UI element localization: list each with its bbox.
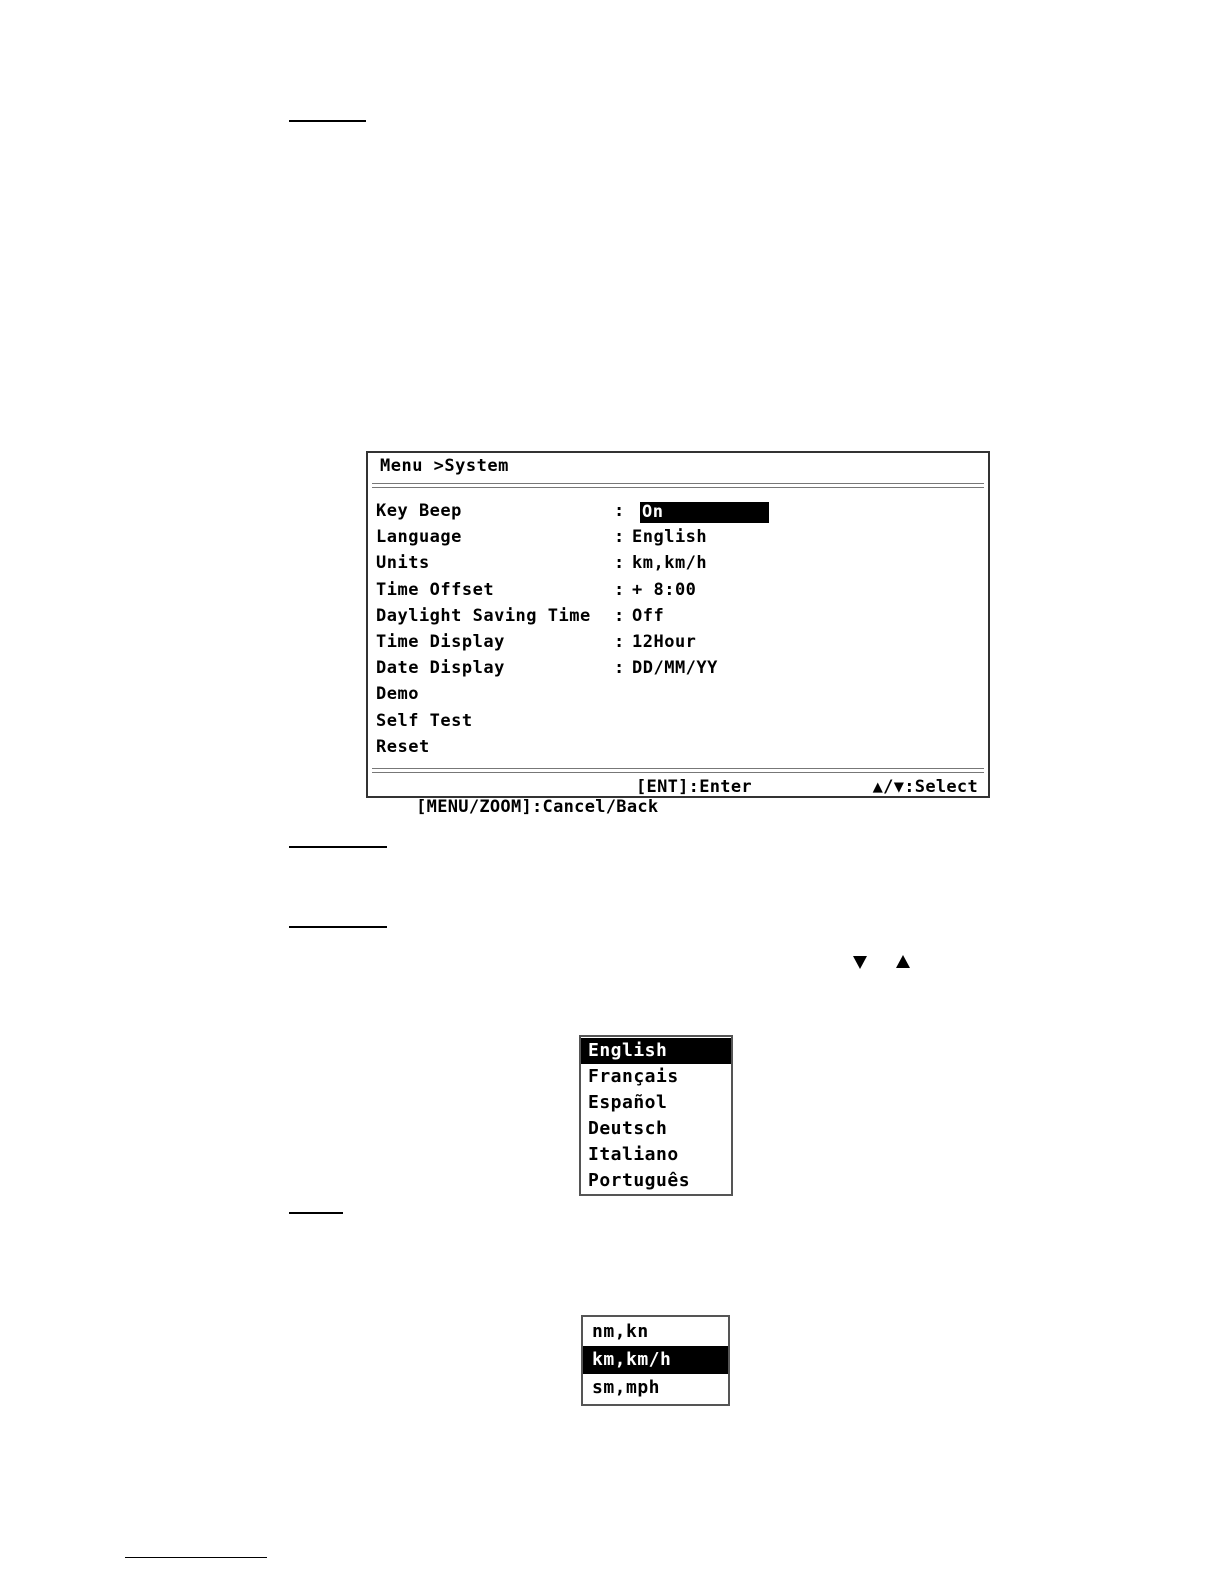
menu-item-key-beep[interactable] — [376, 499, 980, 525]
language-option-espanol[interactable]: Español — [588, 1092, 668, 1113]
title-divider — [372, 483, 984, 488]
units-option-km-kmh[interactable]: km,km/h — [583, 1346, 728, 1374]
menu-item-label: Time Offset — [376, 579, 495, 600]
language-popup — [579, 1035, 733, 1196]
select-hint: ▲/▼:Select — [872, 777, 978, 797]
units-option-nm-kn[interactable]: nm,kn — [592, 1321, 649, 1342]
menu-item-date-display[interactable] — [376, 656, 980, 682]
menu-item-label: Daylight Saving Time — [376, 605, 591, 626]
menu-item-label: Key Beep — [376, 501, 462, 521]
units-option-sm-mph[interactable]: sm,mph — [592, 1377, 661, 1398]
menu-item-time-offset[interactable] — [376, 578, 980, 604]
menu-item-separator: : — [614, 527, 625, 548]
menu-item-separator: : — [614, 579, 625, 600]
language-option-deutsch[interactable]: Deutsch — [588, 1118, 668, 1139]
menu-item-separator: : — [614, 605, 625, 626]
menu-item-separator: : — [614, 553, 625, 574]
language-option-english[interactable]: English — [581, 1038, 731, 1064]
up-arrow-icon — [896, 955, 910, 968]
key-guide-footer — [374, 777, 978, 877]
footer-divider — [372, 768, 984, 773]
language-option-italiano[interactable]: Italiano — [588, 1144, 679, 1165]
menu-item-language[interactable] — [376, 525, 980, 551]
menu-item-daylight-saving-time[interactable] — [376, 604, 980, 630]
menu-item-label: Self Test — [376, 710, 473, 731]
language-option-portugues[interactable]: Português — [588, 1170, 691, 1191]
menu-item-label: Demo — [376, 684, 419, 705]
menu-item-label: Language — [376, 527, 462, 548]
heading-underline-1 — [289, 120, 366, 122]
menu-item-units[interactable] — [376, 551, 980, 577]
menu-item-label: Reset — [376, 736, 430, 757]
menu-item-value: 12Hour — [632, 631, 697, 652]
down-arrow-icon — [853, 956, 867, 969]
menu-item-demo[interactable] — [376, 682, 980, 708]
cancel-back-hint: [MENU/ZOOM]:Cancel/Back — [416, 797, 659, 817]
menu-item-separator: : — [614, 658, 625, 679]
language-option-francais[interactable]: Français — [588, 1066, 679, 1087]
menu-item-label: Time Display — [376, 631, 505, 652]
enter-hint: [ENT]:Enter — [636, 777, 752, 797]
menu-item-value: DD/MM/YY — [632, 658, 718, 679]
menu-item-separator: : — [614, 501, 625, 521]
units-popup — [581, 1315, 730, 1406]
menu-item-label: Date Display — [376, 658, 505, 679]
menu-item-self-test[interactable] — [376, 709, 980, 735]
system-menu-screen — [366, 451, 990, 817]
heading-underline-3 — [289, 926, 387, 928]
menu-item-value: km,km/h — [632, 553, 708, 574]
heading-underline-4 — [289, 1212, 343, 1214]
menu-item-value: Off — [632, 605, 665, 626]
menu-item-time-display[interactable] — [376, 630, 980, 656]
menu-item-value: English — [632, 527, 708, 548]
menu-item-label: Units — [376, 553, 430, 574]
menu-list — [376, 499, 980, 761]
heading-underline-2 — [289, 846, 387, 848]
screen-title: Menu >System — [380, 456, 509, 476]
menu-item-value: + 8:00 — [632, 579, 697, 600]
menu-item-value-selected[interactable]: On — [640, 502, 769, 523]
menu-item-separator: : — [614, 631, 625, 652]
menu-item-reset[interactable] — [376, 735, 980, 761]
footnote-rule — [125, 1557, 267, 1558]
